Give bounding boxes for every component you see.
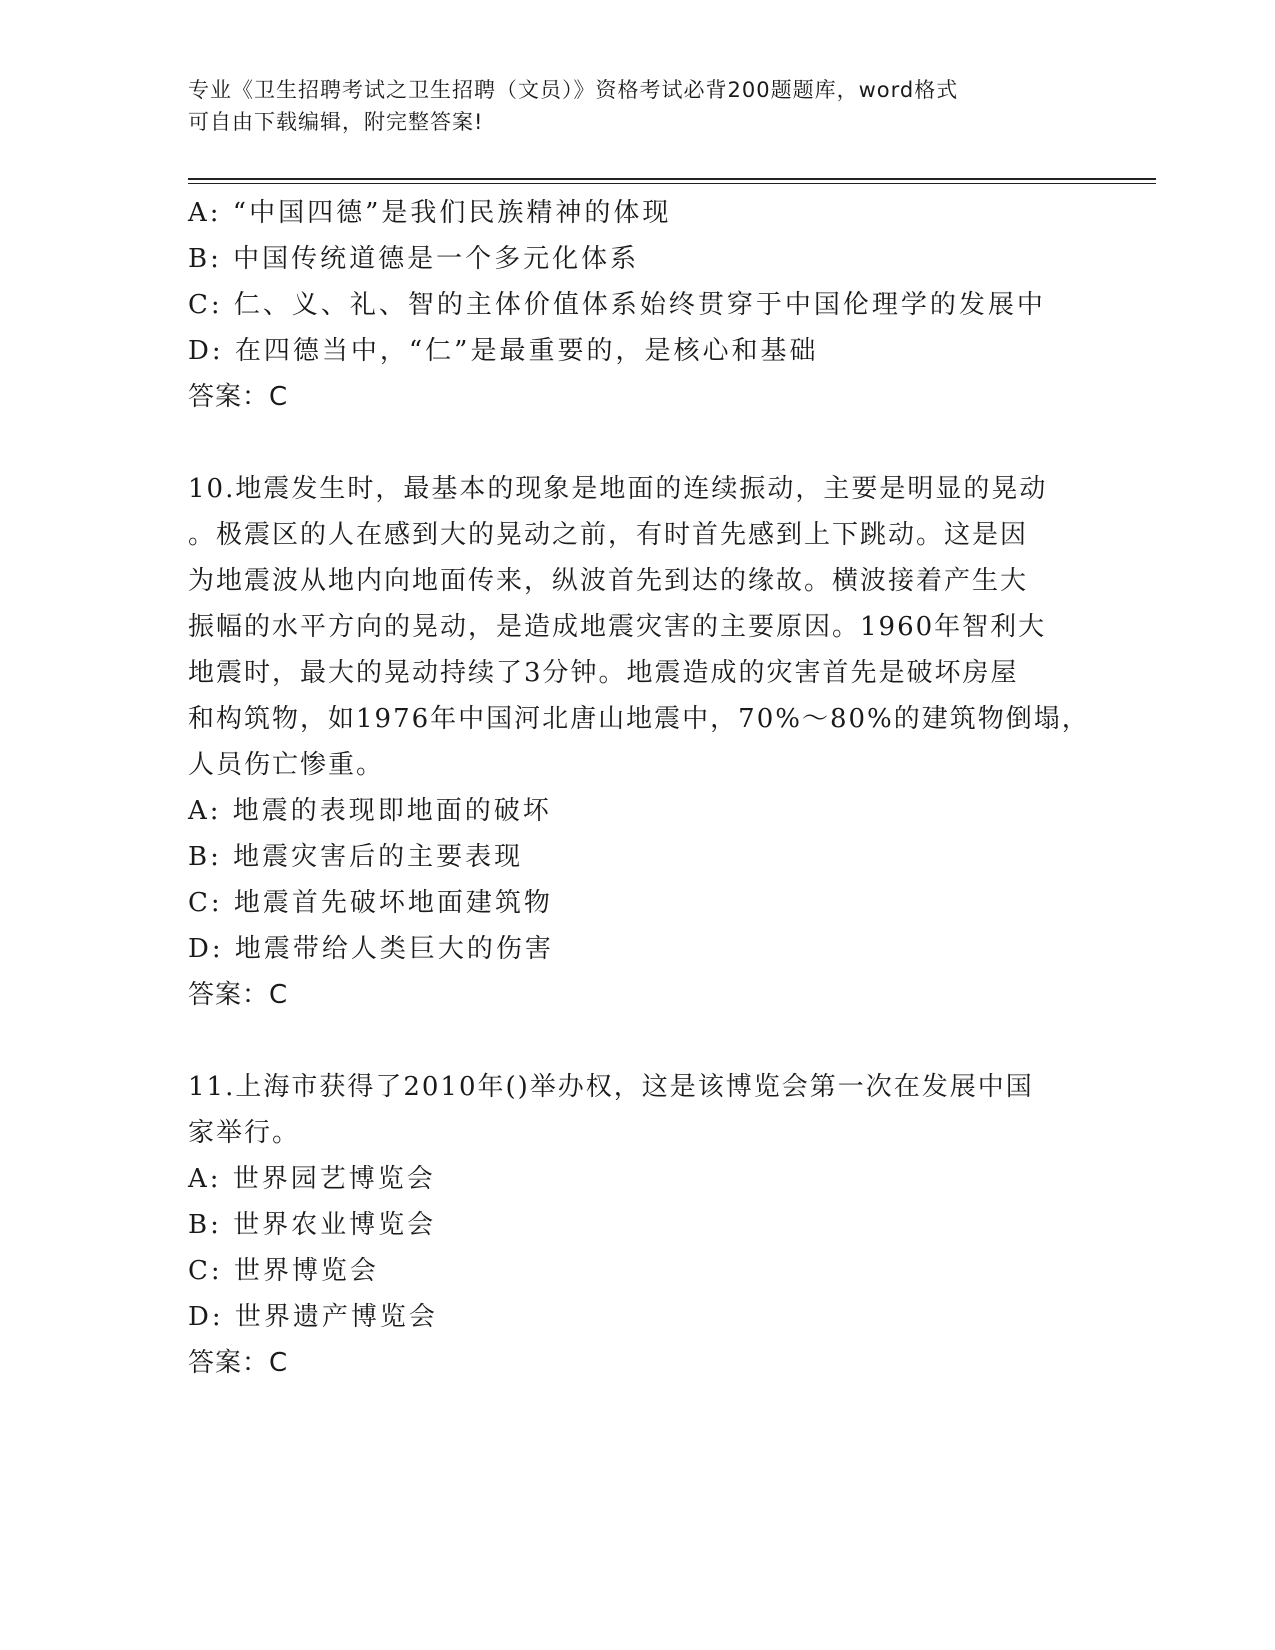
option-a: A: “中国四德”是我们民族精神的体现 xyxy=(188,198,672,228)
answer-label: 答案：C xyxy=(188,382,289,412)
option-d: D: 世界遗产博览会 xyxy=(188,1302,438,1332)
option-a: A: 世界园艺博览会 xyxy=(188,1164,436,1194)
question-text xyxy=(188,466,1088,788)
spacer xyxy=(188,420,1088,466)
question-line: 地震时，最大的晃动持续了3分钟。地震造成的灾害首先是破坏房屋 xyxy=(188,658,1019,688)
option-b: B: 中国传统道德是一个多元化体系 xyxy=(188,244,640,274)
question-line: 振幅的水平方向的晃动，是造成地震灾害的主要原因。1960年智利大 xyxy=(188,612,1047,642)
header-line-1: 专业《卫生招聘考试之卫生招聘（文员）》资格考试必背200题题库，word格式 xyxy=(188,78,959,102)
question-9 xyxy=(188,190,1088,420)
header-rule-thin xyxy=(188,183,1156,184)
question-line: 家举行。 xyxy=(188,1118,301,1148)
option-c: C: 世界博览会 xyxy=(188,1256,379,1286)
document-header xyxy=(188,74,1068,138)
question-line: 为地震波从地内向地面传来，纵波首先到达的缘故。横波接着产生大 xyxy=(188,566,1029,596)
question-11 xyxy=(188,1064,1088,1386)
question-content xyxy=(188,190,1088,1386)
question-line: 和构筑物，如1976年中国河北唐山地震中，70%～80%的建筑物倒塌， xyxy=(188,704,1090,734)
option-b: B: 地震灾害后的主要表现 xyxy=(188,842,524,872)
header-line-2: 可自由下载编辑，附完整答案! xyxy=(188,110,484,134)
spacer xyxy=(188,1018,1088,1064)
answer-label: 答案：C xyxy=(188,980,289,1010)
answer-label: 答案：C xyxy=(188,1348,289,1378)
option-a: A: 地震的表现即地面的破坏 xyxy=(188,796,552,826)
option-d: D: 在四德当中，“仁”是最重要的，是核心和基础 xyxy=(188,336,819,366)
question-line: 10.地震发生时，最基本的现象是地面的连续振动，主要是明显的晃动 xyxy=(188,474,1048,504)
option-d: D: 地震带给人类巨大的伤害 xyxy=(188,934,554,964)
question-text xyxy=(188,1064,1088,1156)
question-line: 11.上海市获得了2010年()举办权，这是该博览会第一次在发展中国 xyxy=(188,1072,1034,1102)
question-10 xyxy=(188,466,1088,1018)
question-line: 。极震区的人在感到大的晃动之前，有时首先感到上下跳动。这是因 xyxy=(188,520,1029,550)
question-line: 人员伤亡惨重。 xyxy=(188,750,385,780)
option-c: C: 仁、义、礼、智的主体价值体系始终贯穿于中国伦理学的发展中 xyxy=(188,290,1046,320)
option-b: B: 世界农业博览会 xyxy=(188,1210,437,1240)
header-rule-thick xyxy=(188,178,1156,180)
option-c: C: 地震首先破坏地面建筑物 xyxy=(188,888,553,918)
